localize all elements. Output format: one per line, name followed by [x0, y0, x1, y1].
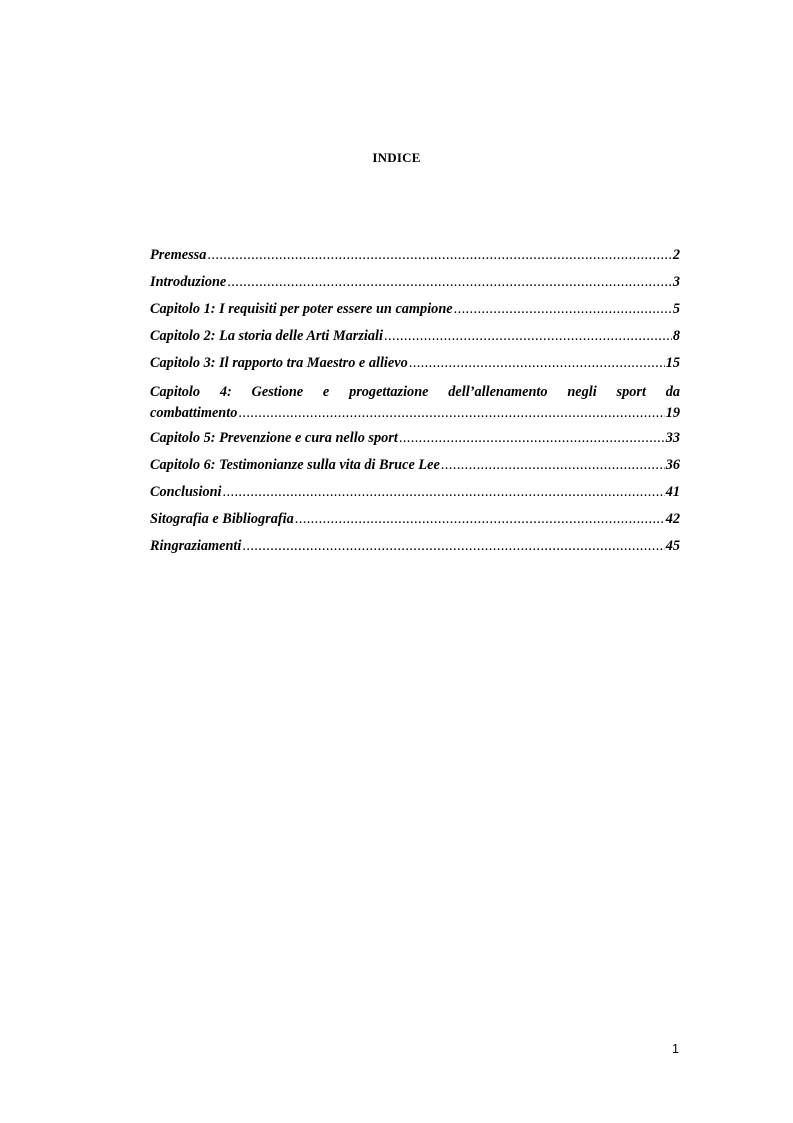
toc-entry-label: Capitolo 3: Il rapporto tra Maestro e allievo [150, 355, 408, 371]
toc-entry-sitografia[interactable] [150, 511, 680, 538]
toc-entry-label: Capitolo 6: Testimonianze sulla vita di Bruce Lee [150, 457, 440, 473]
toc-entry-capitolo-1[interactable] [150, 301, 680, 328]
toc-leader-dots [454, 301, 672, 318]
toc-leader-dots [384, 328, 672, 345]
toc-entry-page: 2 [672, 247, 680, 263]
toc-entry-conclusioni[interactable] [150, 484, 680, 511]
toc-leader-dots [223, 484, 665, 501]
toc-title: INDICE [372, 150, 421, 165]
toc-entry-label: Sitografia e Bibliografia [150, 511, 294, 527]
toc-leader-dots [295, 511, 665, 528]
toc-leader-dots [238, 403, 664, 423]
toc-entry-page: 8 [672, 328, 680, 344]
toc-entry-label: Premessa [150, 247, 207, 263]
toc-entry-label: Capitolo 4: Gestione e progettazione dell’allenamento negli sport da [150, 384, 680, 400]
toc-leader-dots [227, 274, 672, 291]
toc-leader-dots [207, 247, 671, 264]
toc-entry-ringraziamenti[interactable] [150, 538, 680, 565]
toc-entry-label: Capitolo 5: Prevenzione e cura nello sport [150, 430, 398, 446]
toc-entry-label: Conclusioni [150, 484, 222, 500]
toc-entry-page: 33 [665, 430, 680, 446]
table-of-contents [150, 247, 680, 565]
toc-entry-label: Ringraziamenti [150, 538, 242, 554]
toc-entry-capitolo-6[interactable] [150, 457, 680, 484]
toc-entry-label-continued: combattimento [150, 405, 238, 421]
toc-entry-capitolo-5[interactable] [150, 430, 680, 457]
toc-entry-page: 15 [665, 355, 680, 371]
toc-entry-introduzione[interactable] [150, 274, 680, 301]
toc-entry-premessa[interactable] [150, 247, 680, 274]
toc-entry-capitolo-2[interactable] [150, 328, 680, 355]
toc-leader-dots [242, 538, 664, 555]
page-number: 1 [672, 1042, 679, 1056]
toc-leader-dots [409, 355, 665, 372]
toc-entry-capitolo-3[interactable] [150, 355, 680, 382]
toc-entry-page: 41 [665, 484, 680, 500]
toc-entry-page: 3 [672, 274, 680, 290]
toc-entry-label: Capitolo 2: La storia delle Arti Marziali [150, 328, 384, 344]
toc-entry-label: Introduzione [150, 274, 227, 290]
toc-entry-page: 42 [665, 511, 680, 527]
toc-entry-label: Capitolo 1: I requisiti per poter essere un campione [150, 301, 453, 317]
toc-entry-page: 5 [672, 301, 680, 317]
toc-entry-page: 45 [665, 538, 680, 554]
toc-leader-dots [399, 430, 665, 447]
toc-entry-capitolo-4[interactable] [150, 382, 680, 423]
toc-entry-page: 19 [665, 405, 680, 421]
toc-entry-page: 36 [665, 457, 680, 473]
toc-leader-dots [441, 457, 665, 474]
